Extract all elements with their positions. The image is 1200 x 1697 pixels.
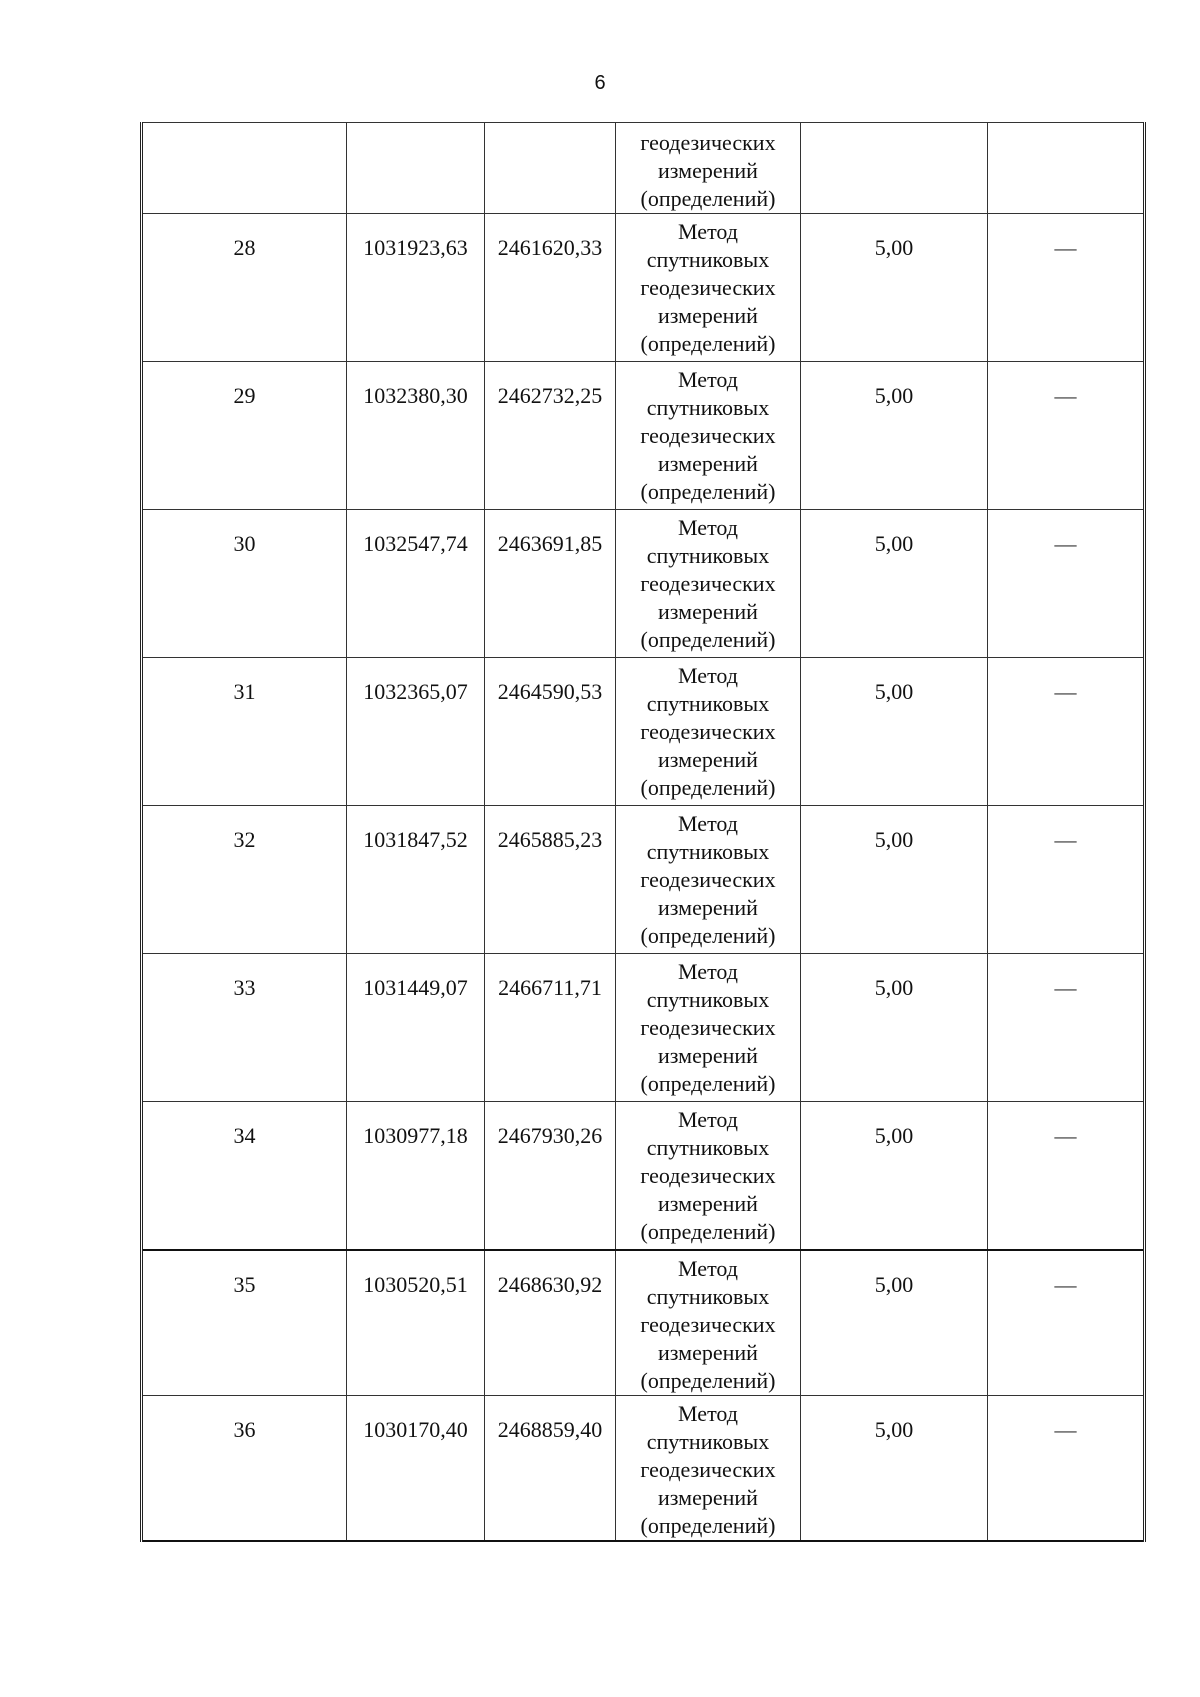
point-number: 32: [233, 827, 256, 852]
table-row: [142, 362, 1145, 510]
accuracy-cell: [801, 214, 988, 362]
method-line: геодезических: [640, 130, 776, 155]
x-coordinate: 1031449,07: [363, 975, 468, 1000]
x-coordinate: 1030170,40: [363, 1417, 468, 1442]
method-line: измерений: [658, 895, 758, 920]
method-line: измерений: [658, 158, 758, 183]
accuracy: 5,00: [874, 1272, 914, 1297]
y-coordinate-cell: [485, 510, 616, 658]
page-number: 6: [594, 72, 606, 94]
table-row: [142, 1396, 1145, 1542]
y-coordinate-cell: [485, 214, 616, 362]
method-line: геодезических: [640, 867, 776, 892]
x-coordinate: 1031847,52: [363, 827, 468, 852]
point-number-cell: [142, 214, 347, 362]
method-line: спутниковых: [646, 987, 770, 1012]
point-number-cell: [142, 510, 347, 658]
method-cell: [616, 123, 801, 214]
method-line: (определений): [640, 479, 776, 504]
x-coordinate: 1032365,07: [363, 679, 468, 704]
y-coordinate-cell: [485, 1396, 616, 1542]
accuracy-cell: [801, 658, 988, 806]
accuracy-cell: [801, 510, 988, 658]
table-row: [142, 510, 1145, 658]
point-number-cell: [142, 1396, 347, 1542]
note: —: [1054, 383, 1077, 408]
method-line: измерений: [658, 1485, 758, 1510]
x-coordinate-cell: [347, 214, 485, 362]
note-cell: [988, 954, 1145, 1102]
point-number: 30: [233, 531, 256, 556]
point-number-cell: [142, 1102, 347, 1251]
method-line: (определений): [640, 1071, 776, 1096]
accuracy: 5,00: [874, 235, 914, 260]
x-coordinate-cell: [347, 362, 485, 510]
method-line: Метод: [678, 1107, 738, 1132]
method-line: Метод: [678, 219, 738, 244]
accuracy: 5,00: [874, 531, 914, 556]
accuracy: 5,00: [874, 679, 914, 704]
point-number-cell: [142, 954, 347, 1102]
table-body: [142, 123, 1145, 1542]
method-line: геодезических: [640, 1015, 776, 1040]
point-number-cell: [142, 658, 347, 806]
y-coordinate: 2468859,40: [497, 1417, 603, 1442]
method-line: спутниковых: [646, 395, 770, 420]
x-coordinate-cell: [347, 1102, 485, 1251]
method-line: Метод: [678, 959, 738, 984]
note-cell: [988, 214, 1145, 362]
y-coordinate-cell: [485, 123, 616, 214]
y-coordinate: 2467930,26: [497, 1123, 603, 1148]
table-row: [142, 806, 1145, 954]
method-line: геодезических: [640, 423, 776, 448]
y-coordinate: 2463691,85: [497, 531, 603, 556]
method-cell: [616, 214, 801, 362]
x-coordinate: 1030977,18: [363, 1123, 468, 1148]
x-coordinate-cell: [347, 658, 485, 806]
accuracy-cell: [801, 123, 988, 214]
method-line: спутниковых: [646, 543, 770, 568]
y-coordinate-cell: [485, 362, 616, 510]
x-coordinate-cell: [347, 1396, 485, 1542]
y-coordinate: 2461620,33: [497, 235, 603, 260]
method-cell: [616, 954, 801, 1102]
note-cell: [988, 806, 1145, 954]
x-coordinate-cell: [347, 510, 485, 658]
accuracy: 5,00: [874, 827, 914, 852]
method-cell: [616, 1250, 801, 1396]
method-line: измерений: [658, 747, 758, 772]
point-number: 36: [233, 1417, 256, 1442]
method-line: (определений): [640, 923, 776, 948]
accuracy: 5,00: [874, 1123, 914, 1148]
method-line: измерений: [658, 1043, 758, 1068]
point-number-cell: [142, 1250, 347, 1396]
method-line: (определений): [640, 186, 776, 211]
point-number-cell: [142, 806, 347, 954]
method-line: измерений: [658, 451, 758, 476]
method-line: Метод: [678, 1401, 738, 1426]
note: —: [1054, 679, 1077, 704]
note: —: [1054, 975, 1077, 1000]
method-line: геодезических: [640, 1312, 776, 1337]
note: —: [1054, 1272, 1077, 1297]
note-cell: [988, 1396, 1145, 1542]
x-coordinate-cell: [347, 123, 485, 214]
method-line: геодезических: [640, 719, 776, 744]
y-coordinate-cell: [485, 1102, 616, 1251]
point-number: 28: [233, 235, 256, 260]
accuracy-cell: [801, 954, 988, 1102]
table-row: [142, 954, 1145, 1102]
continuation-row: [142, 123, 1145, 214]
method-line: Метод: [678, 663, 738, 688]
method-line: (определений): [640, 331, 776, 356]
x-coordinate-cell: [347, 954, 485, 1102]
accuracy-cell: [801, 1250, 988, 1396]
note-cell: [988, 658, 1145, 806]
table-row: [142, 1102, 1145, 1251]
note: —: [1054, 1417, 1077, 1442]
accuracy-cell: [801, 1102, 988, 1251]
method-cell: [616, 362, 801, 510]
table-row: [142, 1250, 1145, 1396]
y-coordinate-cell: [485, 954, 616, 1102]
accuracy-cell: [801, 806, 988, 954]
note: —: [1054, 1123, 1077, 1148]
method-line: измерений: [658, 1191, 758, 1216]
point-number: 31: [233, 679, 256, 704]
accuracy-cell: [801, 362, 988, 510]
accuracy: 5,00: [874, 383, 914, 408]
method-line: (определений): [640, 1368, 776, 1393]
note-cell: [988, 362, 1145, 510]
table-row: [142, 658, 1145, 806]
method-line: Метод: [678, 367, 738, 392]
x-coordinate-cell: [347, 806, 485, 954]
note-cell: [988, 1250, 1145, 1396]
method-line: измерений: [658, 303, 758, 328]
method-line: спутниковых: [646, 1429, 770, 1454]
method-cell: [616, 658, 801, 806]
y-coordinate-cell: [485, 658, 616, 806]
point-number: 35: [233, 1272, 256, 1297]
note-cell: [988, 1102, 1145, 1251]
method-line: Метод: [678, 811, 738, 836]
method-line: геодезических: [640, 571, 776, 596]
accuracy-cell: [801, 1396, 988, 1542]
method-line: Метод: [678, 515, 738, 540]
method-line: измерений: [658, 599, 758, 624]
method-line: спутниковых: [646, 839, 770, 864]
method-cell: [616, 1396, 801, 1542]
note: —: [1054, 531, 1077, 556]
method-line: (определений): [640, 775, 776, 800]
note-cell: [988, 510, 1145, 658]
accuracy: 5,00: [874, 1417, 914, 1442]
coordinates-table: [140, 122, 1146, 1542]
x-coordinate: 1031923,63: [363, 235, 468, 260]
x-coordinate: 1032547,74: [363, 531, 468, 556]
method-cell: [616, 806, 801, 954]
method-cell: [616, 510, 801, 658]
y-coordinate-cell: [485, 1250, 616, 1396]
point-number: 34: [233, 1123, 256, 1148]
note: —: [1054, 235, 1077, 260]
method-line: (определений): [640, 627, 776, 652]
y-coordinate: 2464590,53: [497, 679, 603, 704]
method-line: спутниковых: [646, 1284, 770, 1309]
x-coordinate-cell: [347, 1250, 485, 1396]
method-line: спутниковых: [646, 247, 770, 272]
note: —: [1054, 827, 1077, 852]
point-number: 33: [233, 975, 256, 1000]
point-number-cell: [142, 362, 347, 510]
method-line: спутниковых: [646, 1135, 770, 1160]
note-cell: [988, 123, 1145, 214]
method-cell: [616, 1102, 801, 1251]
method-line: спутниковых: [646, 691, 770, 716]
method-line: геодезических: [640, 275, 776, 300]
point-number-cell: [142, 123, 347, 214]
method-line: Метод: [678, 1256, 738, 1281]
accuracy: 5,00: [874, 975, 914, 1000]
method-line: (определений): [640, 1513, 776, 1538]
x-coordinate: 1030520,51: [363, 1272, 468, 1297]
method-line: (определений): [640, 1219, 776, 1244]
y-coordinate: 2468630,92: [497, 1272, 603, 1297]
y-coordinate: 2465885,23: [497, 827, 603, 852]
method-line: измерений: [658, 1340, 758, 1365]
point-number: 29: [233, 383, 256, 408]
method-line: геодезических: [640, 1457, 776, 1482]
x-coordinate: 1032380,30: [363, 383, 468, 408]
y-coordinate-cell: [485, 806, 616, 954]
method-line: геодезических: [640, 1163, 776, 1188]
table-row: [142, 214, 1145, 362]
y-coordinate: 2466711,71: [498, 975, 602, 1000]
y-coordinate: 2462732,25: [497, 383, 603, 408]
